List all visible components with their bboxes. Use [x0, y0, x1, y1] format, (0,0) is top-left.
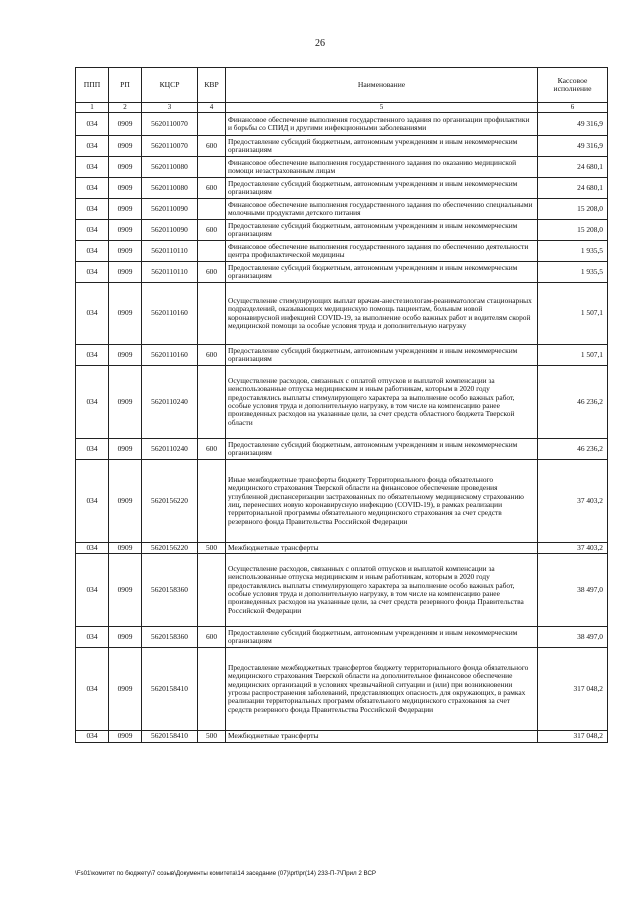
- table-row: [76, 113, 608, 136]
- rp-cell: 0909: [109, 627, 142, 648]
- amount-cell: 15 208,0: [538, 220, 608, 241]
- rp-cell: 0909: [109, 460, 142, 543]
- ppp-cell: 034: [76, 439, 109, 460]
- kvr-cell: [198, 157, 226, 178]
- col-header-kcsr: КЦСР: [142, 68, 198, 103]
- name-cell: Предоставление субсидий бюджетным, автономным учреждениям и иным некоммерческим организациям: [226, 136, 538, 157]
- kcsr-cell: 5620110070: [142, 136, 198, 157]
- amount-cell: 37 403,2: [538, 543, 608, 554]
- budget-table: [75, 67, 608, 743]
- kvr-cell: 500: [198, 543, 226, 554]
- column-number: 5: [226, 103, 538, 113]
- amount-cell: 49 316,9: [538, 113, 608, 136]
- rp-cell: 0909: [109, 113, 142, 136]
- kcsr-cell: 5620156220: [142, 543, 198, 554]
- kcsr-cell: 5620158410: [142, 648, 198, 731]
- col-header-ppp: ППП: [76, 68, 109, 103]
- amount-cell: 38 497,0: [538, 627, 608, 648]
- rp-cell: 0909: [109, 648, 142, 731]
- name-cell: Осуществление стимулирующих выплат врачам-анестезиологам-реаниматологам стационарных подразделений, оказывающих медицинскую помощь пациентам, больным новой коронавирусной инфекцией COVID-19, за выполнение особо важных работ и водителям скорой медицинской помощи за особые условия труда и дополнительную нагрузку: [226, 283, 538, 345]
- amount-cell: 37 403,2: [538, 460, 608, 543]
- kcsr-cell: 5620110110: [142, 241, 198, 262]
- kvr-cell: [198, 648, 226, 731]
- kcsr-cell: 5620110160: [142, 345, 198, 366]
- rp-cell: 0909: [109, 283, 142, 345]
- kcsr-cell: 5620156220: [142, 460, 198, 543]
- table-row: [76, 543, 608, 554]
- name-cell: Финансовое обеспечение выполнения государственного задания по обеспечению специальными молочными продуктами детского питания: [226, 199, 538, 220]
- ppp-cell: 034: [76, 136, 109, 157]
- amount-cell: 1 507,1: [538, 345, 608, 366]
- amount-cell: 24 680,1: [538, 157, 608, 178]
- kcsr-cell: 5620158410: [142, 731, 198, 743]
- name-cell: Предоставление субсидий бюджетным, автономным учреждениям и иным некоммерческим организациям: [226, 627, 538, 648]
- ppp-cell: 034: [76, 543, 109, 554]
- kvr-cell: [198, 366, 226, 439]
- ppp-cell: 034: [76, 199, 109, 220]
- ppp-cell: 034: [76, 157, 109, 178]
- amount-cell: 317 048,2: [538, 731, 608, 743]
- column-number: 6: [538, 103, 608, 113]
- table-body: [76, 103, 608, 743]
- table-row: [76, 460, 608, 543]
- rp-cell: 0909: [109, 199, 142, 220]
- table-row: [76, 648, 608, 731]
- table-row: [76, 627, 608, 648]
- table-row: [76, 366, 608, 439]
- table-row: [76, 731, 608, 743]
- table-row: [76, 178, 608, 199]
- table-row: [76, 439, 608, 460]
- kvr-cell: 500: [198, 731, 226, 743]
- rp-cell: 0909: [109, 345, 142, 366]
- column-number: 3: [142, 103, 198, 113]
- kcsr-cell: 5620158360: [142, 554, 198, 627]
- table-row: [76, 157, 608, 178]
- amount-cell: 1 935,5: [538, 241, 608, 262]
- rp-cell: 0909: [109, 241, 142, 262]
- kcsr-cell: 5620110080: [142, 178, 198, 199]
- kvr-cell: 600: [198, 439, 226, 460]
- kvr-cell: [198, 283, 226, 345]
- amount-cell: 38 497,0: [538, 554, 608, 627]
- name-cell: Осуществление расходов, связанных с оплатой отпусков и выплатой компенсации за неиспользованные отпуска медицинским и иным работникам, которым в 2020 году предоставлялись выплаты стимулирующего характера за выполнение особо важных работ, особые условия труда и дополнительную нагрузку, в том числе на компенсацию ранее произведенных расходов на указанные цели, за счет средств резервного фонда Правительства Российской Федерации: [226, 554, 538, 627]
- amount-cell: 1 935,5: [538, 262, 608, 283]
- amount-cell: 24 680,1: [538, 178, 608, 199]
- kcsr-cell: 5620110160: [142, 283, 198, 345]
- ppp-cell: 034: [76, 262, 109, 283]
- col-header-rp: РП: [109, 68, 142, 103]
- amount-cell: 49 316,9: [538, 136, 608, 157]
- rp-cell: 0909: [109, 731, 142, 743]
- col-header-name: Наименование: [226, 68, 538, 103]
- name-cell: Финансовое обеспечение выполнения государственного задания по оказанию медицинской помощи незастрахованным лицам: [226, 157, 538, 178]
- ppp-cell: 034: [76, 731, 109, 743]
- file-path-footer: \Fs01\комитет по бюджету\7 созыв\Документы комитета\14 заседание (07)\prt\pr(14) 233-П-7\Прил 2 ВСР: [75, 870, 377, 877]
- name-cell: Межбюджетные трансферты: [226, 731, 538, 743]
- name-cell: Предоставление субсидий бюджетным, автономным учреждениям и иным некоммерческим организациям: [226, 262, 538, 283]
- ppp-cell: 034: [76, 113, 109, 136]
- ppp-cell: 034: [76, 283, 109, 345]
- rp-cell: 0909: [109, 439, 142, 460]
- kvr-cell: 600: [198, 220, 226, 241]
- name-cell: Предоставление межбюджетных трансфертов бюджету территориального фонда обязательного медицинского страхования Тверской области на дополнительное финансовое обеспечение медицинских организаций в условиях чрезвычайной ситуации и (или) при возникновении угрозы распространения заболеваний, представляющих опасность для окружающих, в рамках реализации территориальных программ обязательного медицинского страхования за счет средств резервного фонда Правительства Российской Федерации: [226, 648, 538, 731]
- rp-cell: 0909: [109, 543, 142, 554]
- ppp-cell: 034: [76, 627, 109, 648]
- amount-cell: 46 236,2: [538, 439, 608, 460]
- kcsr-cell: 5620110090: [142, 199, 198, 220]
- name-cell: Финансовое обеспечение выполнения государственного задания по организации профилактики и борьбы со СПИД и другими инфекционными заболеваниями: [226, 113, 538, 136]
- kvr-cell: [198, 460, 226, 543]
- amount-cell: 46 236,2: [538, 366, 608, 439]
- kcsr-cell: 5620110080: [142, 157, 198, 178]
- ppp-cell: 034: [76, 220, 109, 241]
- column-number: 4: [198, 103, 226, 113]
- rp-cell: 0909: [109, 178, 142, 199]
- kvr-cell: 600: [198, 345, 226, 366]
- kvr-cell: [198, 113, 226, 136]
- kcsr-cell: 5620110240: [142, 439, 198, 460]
- kvr-cell: 600: [198, 627, 226, 648]
- table-row: [76, 220, 608, 241]
- name-cell: Финансовое обеспечение выполнения государственного задания по обеспечению деятельности центра профилактической медицины: [226, 241, 538, 262]
- name-cell: Предоставление субсидий бюджетным, автономным учреждениям и иным некоммерческим организациям: [226, 178, 538, 199]
- ppp-cell: 034: [76, 554, 109, 627]
- column-number-row: [76, 103, 608, 113]
- col-header-kvr: КВР: [198, 68, 226, 103]
- table-row: [76, 262, 608, 283]
- column-number: 2: [109, 103, 142, 113]
- name-cell: Предоставление субсидий бюджетным, автономным учреждениям и иным некоммерческим организациям: [226, 220, 538, 241]
- rp-cell: 0909: [109, 157, 142, 178]
- kvr-cell: 600: [198, 178, 226, 199]
- kvr-cell: [198, 241, 226, 262]
- kvr-cell: 600: [198, 262, 226, 283]
- table-row: [76, 554, 608, 627]
- kcsr-cell: 5620110090: [142, 220, 198, 241]
- ppp-cell: 034: [76, 366, 109, 439]
- ppp-cell: 034: [76, 345, 109, 366]
- name-cell: Межбюджетные трансферты: [226, 543, 538, 554]
- kvr-cell: 600: [198, 136, 226, 157]
- ppp-cell: 034: [76, 460, 109, 543]
- name-cell: Иные межбюджетные трансферты бюджету Территориального фонда обязательного медицинского страхования Тверской области на финансовое обеспечение проведения углубленной диспансеризации застрахованных по обязательному медицинскому страхованию лиц, перенесших новую коронавирусную инфекцию (COVID-19), в рамках реализации территориальной программы обязательного медицинского страхования за счет средств резервного фонда Правительства Российской Федерации: [226, 460, 538, 543]
- rp-cell: 0909: [109, 262, 142, 283]
- column-number: 1: [76, 103, 109, 113]
- table-header: [76, 68, 608, 103]
- amount-cell: 317 048,2: [538, 648, 608, 731]
- amount-cell: 1 507,1: [538, 283, 608, 345]
- kvr-cell: [198, 199, 226, 220]
- page-number: 26: [315, 38, 325, 49]
- name-cell: Предоставление субсидий бюджетным, автономным учреждениям и иным некоммерческим организациям: [226, 345, 538, 366]
- rp-cell: 0909: [109, 136, 142, 157]
- kcsr-cell: 5620110240: [142, 366, 198, 439]
- rp-cell: 0909: [109, 220, 142, 241]
- amount-cell: 15 208,0: [538, 199, 608, 220]
- kcsr-cell: 5620110110: [142, 262, 198, 283]
- table-row: [76, 199, 608, 220]
- name-cell: Предоставление субсидий бюджетным, автономным учреждениям и иным некоммерческим организациям: [226, 439, 538, 460]
- kcsr-cell: 5620158360: [142, 627, 198, 648]
- rp-cell: 0909: [109, 554, 142, 627]
- table-row: [76, 136, 608, 157]
- table-row: [76, 345, 608, 366]
- rp-cell: 0909: [109, 366, 142, 439]
- ppp-cell: 034: [76, 648, 109, 731]
- ppp-cell: 034: [76, 178, 109, 199]
- table-row: [76, 241, 608, 262]
- kvr-cell: [198, 554, 226, 627]
- ppp-cell: 034: [76, 241, 109, 262]
- table-row: [76, 283, 608, 345]
- col-header-amount: Кассовое исполнение: [538, 68, 608, 103]
- kcsr-cell: 5620110070: [142, 113, 198, 136]
- name-cell: Осуществление расходов, связанных с оплатой отпусков и выплатой компенсации за неиспользованные отпуска медицинским и иным работникам, которым в 2020 году предоставлялись выплаты стимулирующего характера за выполнение особо важных работ, особые условия труда и дополнительную нагрузку, в том числе на компенсацию ранее произведенных расходов на указанные цели, за счет средств областного бюджета Тверской области: [226, 366, 538, 439]
